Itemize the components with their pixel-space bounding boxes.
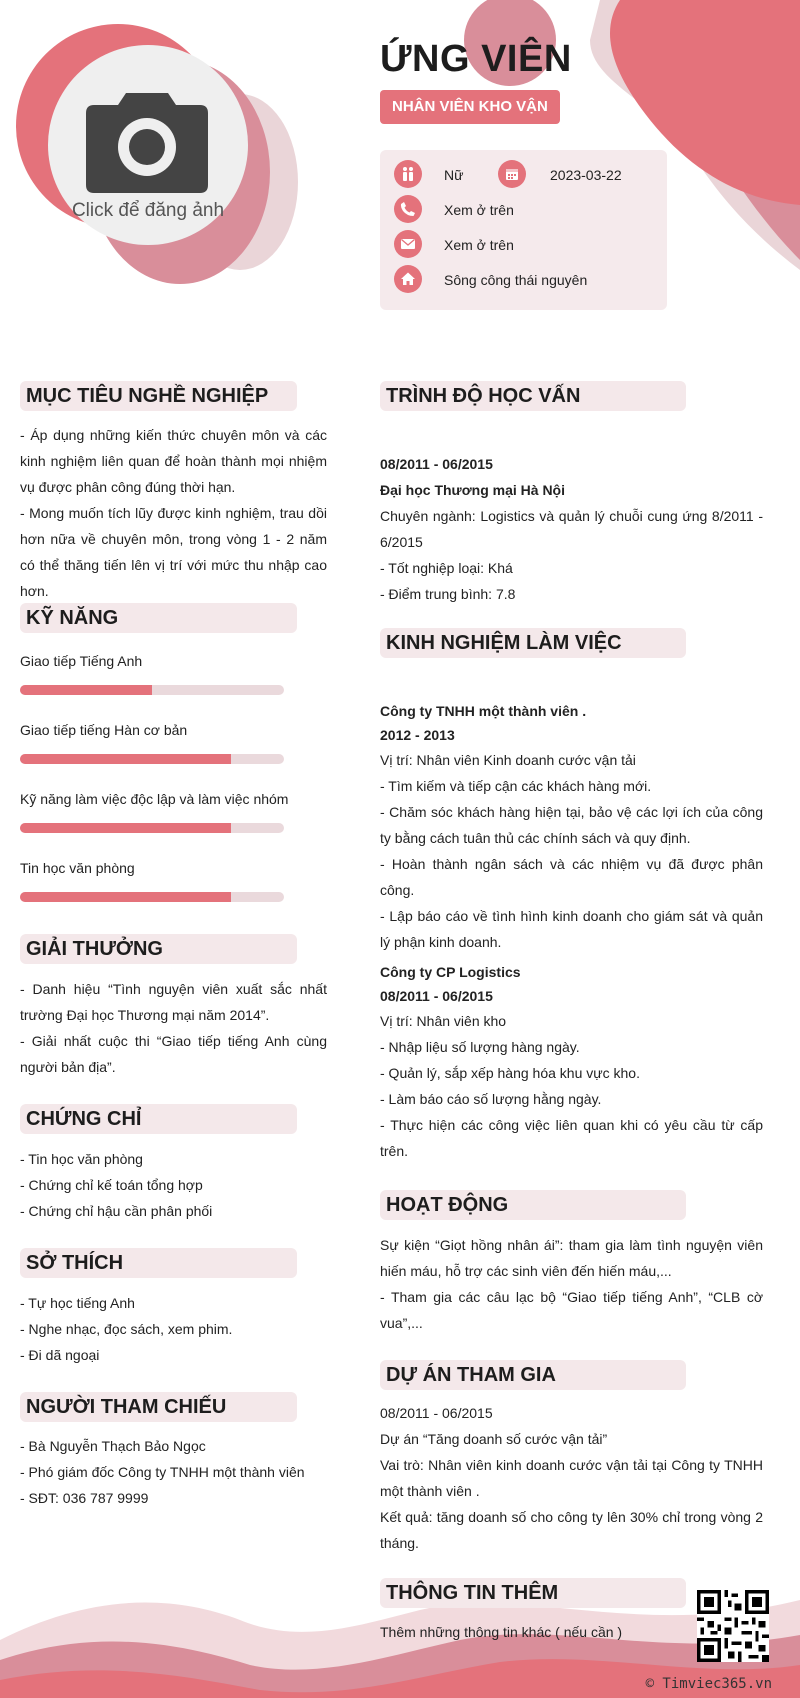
- job-line: - Tìm kiếm và tiếp cận các khách hàng mới.: [380, 778, 652, 794]
- job-period: 2012 - 2013: [380, 727, 455, 743]
- skill-label: Kỹ năng làm việc độc lập và làm việc nhóm: [20, 791, 289, 807]
- job-period: 08/2011 - 06/2015: [380, 988, 493, 1004]
- section-experience-title: KINH NGHIỆM LÀM VIỆC: [380, 628, 686, 658]
- reference-line: - Phó giám đốc Công ty TNHH một thành viên: [20, 1464, 305, 1480]
- section-extra-title: THÔNG TIN THÊM: [380, 1578, 686, 1608]
- project-period: 08/2011 - 06/2015: [380, 1405, 493, 1421]
- education-line: - Điểm trung bình: 7.8: [380, 586, 516, 602]
- skill-label: Giao tiếp Tiếng Anh: [20, 653, 143, 669]
- skill-label: Tin học văn phòng: [20, 860, 135, 876]
- awards-text: [20, 976, 327, 1080]
- gender-icon: [394, 160, 422, 188]
- job-company: Công ty TNHH một thành viên .: [380, 703, 587, 719]
- project-line: Dự án “Tăng doanh số cước vận tải”: [380, 1431, 608, 1447]
- hobby-item: - Tự học tiếng Anh: [20, 1295, 135, 1311]
- home-icon: [394, 265, 422, 293]
- extra-text: Thêm những thông tin khác ( nếu cần ): [380, 1624, 623, 1640]
- objective-text: [20, 422, 327, 604]
- phone-icon: [394, 195, 422, 223]
- job-line: - Nhập liệu số lượng hàng ngày.: [380, 1039, 580, 1055]
- section-activities-title: HOẠT ĐỘNG: [380, 1190, 686, 1220]
- skill-label: Giao tiếp tiếng Hàn cơ bản: [20, 722, 188, 738]
- phone-value: Xem ở trên: [444, 202, 514, 218]
- camera-icon: [82, 85, 212, 195]
- activity-line: - Tham gia các câu lạc bộ “Giao tiếp tiếng Anh”, “CLB cờ vua”,...: [380, 1289, 763, 1331]
- candidate-name: ỨNG VIÊN: [380, 38, 572, 80]
- calendar-icon: [498, 160, 526, 188]
- skill-bar: [20, 754, 284, 764]
- email-icon: [394, 230, 422, 258]
- project-line: Kết quả: tăng doanh số cho công ty lên 30% chỉ trong vòng 2 tháng.: [380, 1509, 763, 1551]
- hobby-item: - Nghe nhạc, đọc sách, xem phim.: [20, 1321, 233, 1337]
- education-school: Đại học Thương mại Hà Nội: [380, 482, 565, 498]
- photo-upload[interactable]: [48, 45, 248, 245]
- reference-line: - SĐT: 036 787 9999: [20, 1490, 149, 1506]
- skill-bar: [20, 892, 284, 902]
- section-hobbies-title: SỞ THÍCH: [20, 1248, 297, 1278]
- job-line: - Làm báo cáo số lượng hằng ngày.: [380, 1091, 602, 1107]
- reference-line: - Bà Nguyễn Thạch Bảo Ngọc: [20, 1438, 206, 1454]
- project-line: Vai trò: Nhân viên kinh doanh cước vận tải tại Công ty TNHH một thành viên .: [380, 1457, 763, 1499]
- job-line: - Hoàn thành ngân sách và các nhiệm vụ đã được phân công.: [380, 856, 763, 898]
- job-title-badge: NHÂN VIÊN KHO VẬN: [380, 90, 560, 124]
- education-period: 08/2011 - 06/2015: [380, 456, 493, 472]
- footer-brand: © Timviec365.vn: [645, 1676, 772, 1692]
- section-references-title: NGƯỜI THAM CHIẾU: [20, 1392, 297, 1422]
- hobbies-list: [20, 1290, 327, 1368]
- activity-line: Sự kiện “Giọt hồng nhân ái”: tham gia làm tình nguyện viên hiến máu, hỗ trợ các sinh viên đến hiến máu,...: [380, 1237, 763, 1279]
- address-value: Sông công thái nguyên: [444, 272, 588, 288]
- objective-line: - Mong muốn tích lũy được kinh nghiệm, trau dồi hơn nữa về chuyên môn, trong vòng 1 - 2 năm có thể thăng tiến lên vị trí với mức thu nhập cao hơn.: [20, 505, 327, 599]
- hobby-item: - Đi dã ngoại: [20, 1347, 100, 1363]
- section-certificates-title: CHỨNG CHỈ: [20, 1104, 297, 1134]
- job-line: Vị trí: Nhân viên Kinh doanh cước vận tải: [380, 752, 636, 768]
- job-line: Vị trí: Nhân viên kho: [380, 1013, 507, 1029]
- experience-job: [380, 699, 763, 955]
- email-value: Xem ở trên: [444, 237, 514, 253]
- photo-label: Click để đăng ảnh: [71, 200, 225, 221]
- award-line: - Danh hiệu “Tình nguyện viên xuất sắc nhất trường Đại học Thương mại năm 2014”.: [20, 981, 327, 1023]
- job-line: - Quản lý, sắp xếp hàng hóa khu vực kho.: [380, 1065, 640, 1081]
- section-awards-title: GIẢI THƯỞNG: [20, 934, 297, 964]
- skill-bar: [20, 685, 284, 695]
- projects-text: [380, 1400, 763, 1556]
- references-list: [20, 1433, 327, 1511]
- job-line: - Thực hiện các công việc liên quan khi có yêu cầu từ cấp trên.: [380, 1117, 763, 1159]
- experience-job: [380, 960, 763, 1164]
- objective-line: - Áp dụng những kiến thức chuyên môn và các kinh nghiệm liên quan để hoàn thành mọi nhiệm vụ được phân công đúng thời hạn.: [20, 427, 327, 495]
- skill-bar: [20, 823, 284, 833]
- job-line: - Chăm sóc khách hàng hiện tại, bảo vệ các lợi ích của công ty bằng cách tuân thủ các chính sách và quy định.: [380, 804, 763, 846]
- section-education-title: TRÌNH ĐỘ HỌC VẤN: [380, 381, 686, 411]
- job-company: Công ty CP Logistics: [380, 964, 521, 980]
- activities-text: [380, 1232, 763, 1336]
- education-text: [380, 451, 763, 607]
- section-objective-title: MỤC TIÊU NGHỀ NGHIỆP: [20, 381, 297, 411]
- certificate-item: - Chứng chỉ kế toán tổng hợp: [20, 1177, 203, 1193]
- contact-box: [380, 150, 667, 310]
- job-line: - Lập báo cáo về tình hình kinh doanh cho giám sát và quản lý phận kinh doanh.: [380, 908, 763, 950]
- birthdate-value: 2023-03-22: [550, 167, 622, 183]
- gender-value: Nữ: [444, 167, 464, 183]
- certificate-item: - Chứng chỉ hậu cần phân phối: [20, 1203, 213, 1219]
- certificates-list: [20, 1146, 327, 1224]
- qr-code: [697, 1590, 769, 1662]
- award-line: - Giải nhất cuộc thi “Giao tiếp tiếng Anh cùng người bản địa”.: [20, 1033, 327, 1075]
- section-skills-title: KỸ NĂNG: [20, 603, 297, 633]
- education-line: Chuyên ngành: Logistics và quản lý chuỗi cung ứng 8/2011 - 6/2015: [380, 508, 763, 550]
- certificate-item: - Tin học văn phòng: [20, 1151, 143, 1167]
- section-projects-title: DỰ ÁN THAM GIA: [380, 1360, 686, 1390]
- education-line: - Tốt nghiệp loại: Khá: [380, 560, 513, 576]
